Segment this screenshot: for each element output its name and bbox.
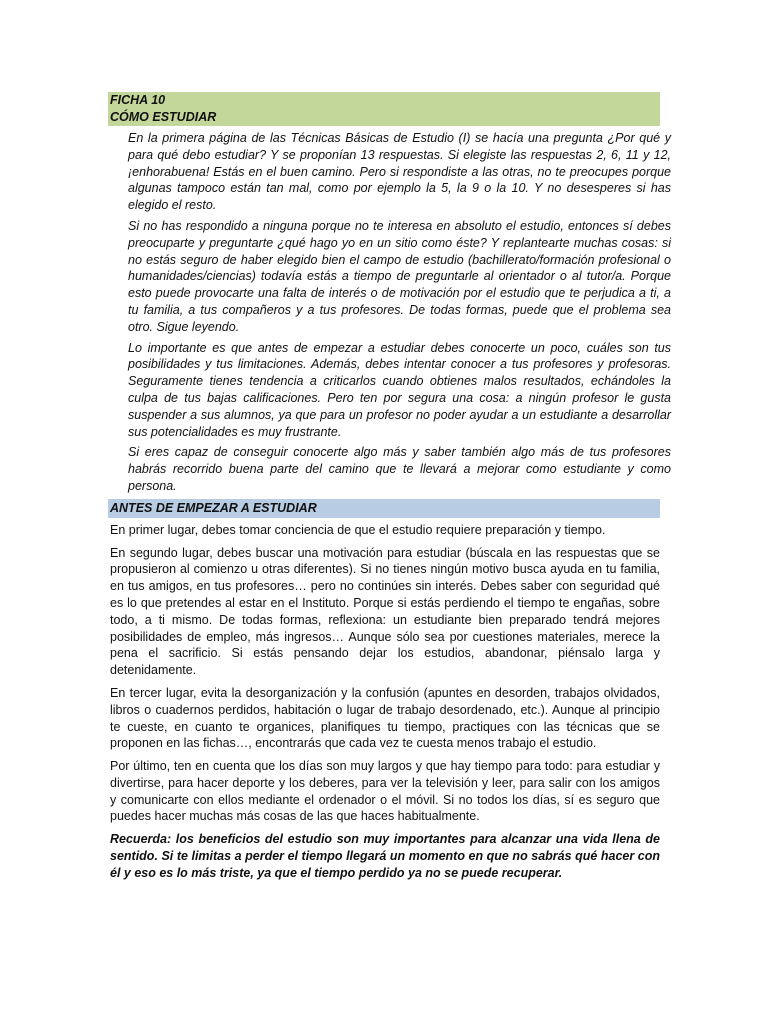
intro-paragraph-3: Lo importante es que antes de empezar a estudiar debes conocerte un poco, cuáles son tus posibilidades y tus limitaciones. Además, debes intentar conocer a tus profesores y profesoras. Seguramente tienes tendencia a criticarlos cuando obtienes malos resultados, echándoles la culpa de tus bajas calificaciones. Pero ten por segura una cosa: a ningún profesor le gusta suspender a sus alumnos, ya que para un profesor no poder ayudar a un estudiante a desarrollar sus potencialidades es muy frustrante. [128,340,671,439]
intro-paragraph-2: Si no has respondido a ninguna porque no te interesa en absoluto el estudio, entonces sí debes preocuparte y preguntarte ¿qué hago yo en un sitio como éste? Y replantearte muchas cosas: si no estás seguro de haber elegido bien el campo de estudio (bachillerato/formación profesional o humanidades/ciencias) todavía estás a tiempo de preguntarle al orientador o al tutor/a. Porque esto puede provocarte una falta de interés o de motivación por el estudio que te perjudica a ti, a tu familia, a tus compañeros y a tus profesores. De todas formas, puede que el problema sea otro. Sigue leyendo. [128,218,671,334]
body-paragraph-4: Por último, ten en cuenta que los días son muy largos y que hay tiempo para todo: para estudiar y divertirse, para hacer deporte y los deberes, para ver la televisión y leer, para salir con los amigos y comunicarte con ellos mediante el ordenador o el móvil. Si no todos los días, sí es seguro que puedes hacer muchas más cosas de las que haces habitualmente. [110,759,660,824]
remember-note: Recuerda: los beneficios del estudio son muy importantes para alcanzar una vida llena de sentido. Si te limitas a perder el tiempo llegará un momento en que no sabrás qué hacer con él y eso es lo más triste, ya que el tiempo perdido ya no se puede recuperar. [110,832,660,880]
section-heading: ANTES DE EMPEZAR A ESTUDIAR [108,499,660,518]
page-title: CÓMO ESTUDIAR [108,109,660,126]
body-paragraph-3: En tercer lugar, evita la desorganización y la confusión (apuntes en desorden, trabajos olvidados, libros o cuadernos perdidos, habitación o lugar de trabajo desordenado, etc.). Aunque al principio te cueste, en cuanto te organices, planifiques tu tiempo, practiques con las técnicas que se proponen en las fichas…, encontrarás que cada vez te cuesta menos trabajo el estudio. [110,685,660,751]
intro-paragraph-1: En la primera página de las Técnicas Básicas de Estudio (I) se hacía una pregunta ¿Por qué y para qué debo estudiar? Y se proponían 13 respuestas. Si elegiste las respuestas 2, 6, 11 y 12, ¡enhorabuena! Estás en el buen camino. Pero si respondiste a las otras, no te preocupes porque algunas tampoco están tan mal, como por ejemplo la 5, la 9 o la 10. Y no desesperes si has elegido el resto. [128,131,671,213]
intro-paragraph-4: Si eres capaz de conseguir conocerte algo más y saber también algo más de tus profesores habrás recorrido buena parte del camino que te llevará a mejorar como estudiante y como persona. [128,445,671,493]
body-paragraph-1: En primer lugar, debes tomar conciencia de que el estudio requiere preparación y tiempo. [110,522,606,537]
document-content [108,92,671,888]
ficha-number: FICHA 10 [108,92,660,109]
body-paragraph-2: En segundo lugar, debes buscar una motivación para estudiar (búscala en las respuestas que se propusieron al comienzo u otras diferentes). Si no tienes ningún motivo busca ayuda en tu familia, en tus amigos, en tus profesores… pero no continúes sin interés. Debes saber con seguridad qué es lo que pretendes al estar en el Instituto. Porque si estás perdiendo el tiempo te engañas, sobre todo, a ti mismo. De todas formas, reflexiona: un estudiante bien preparado tendrá mejores posibilidades de empleo, más ingresos… Aunque sólo sea por cuestiones materiales, merece la pena el sacrificio. Si estás pensando dejar los estudios, abandonar, piénsalo larga y detenidamente. [110,545,660,678]
intro-section [128,130,671,495]
section-body [108,522,660,882]
